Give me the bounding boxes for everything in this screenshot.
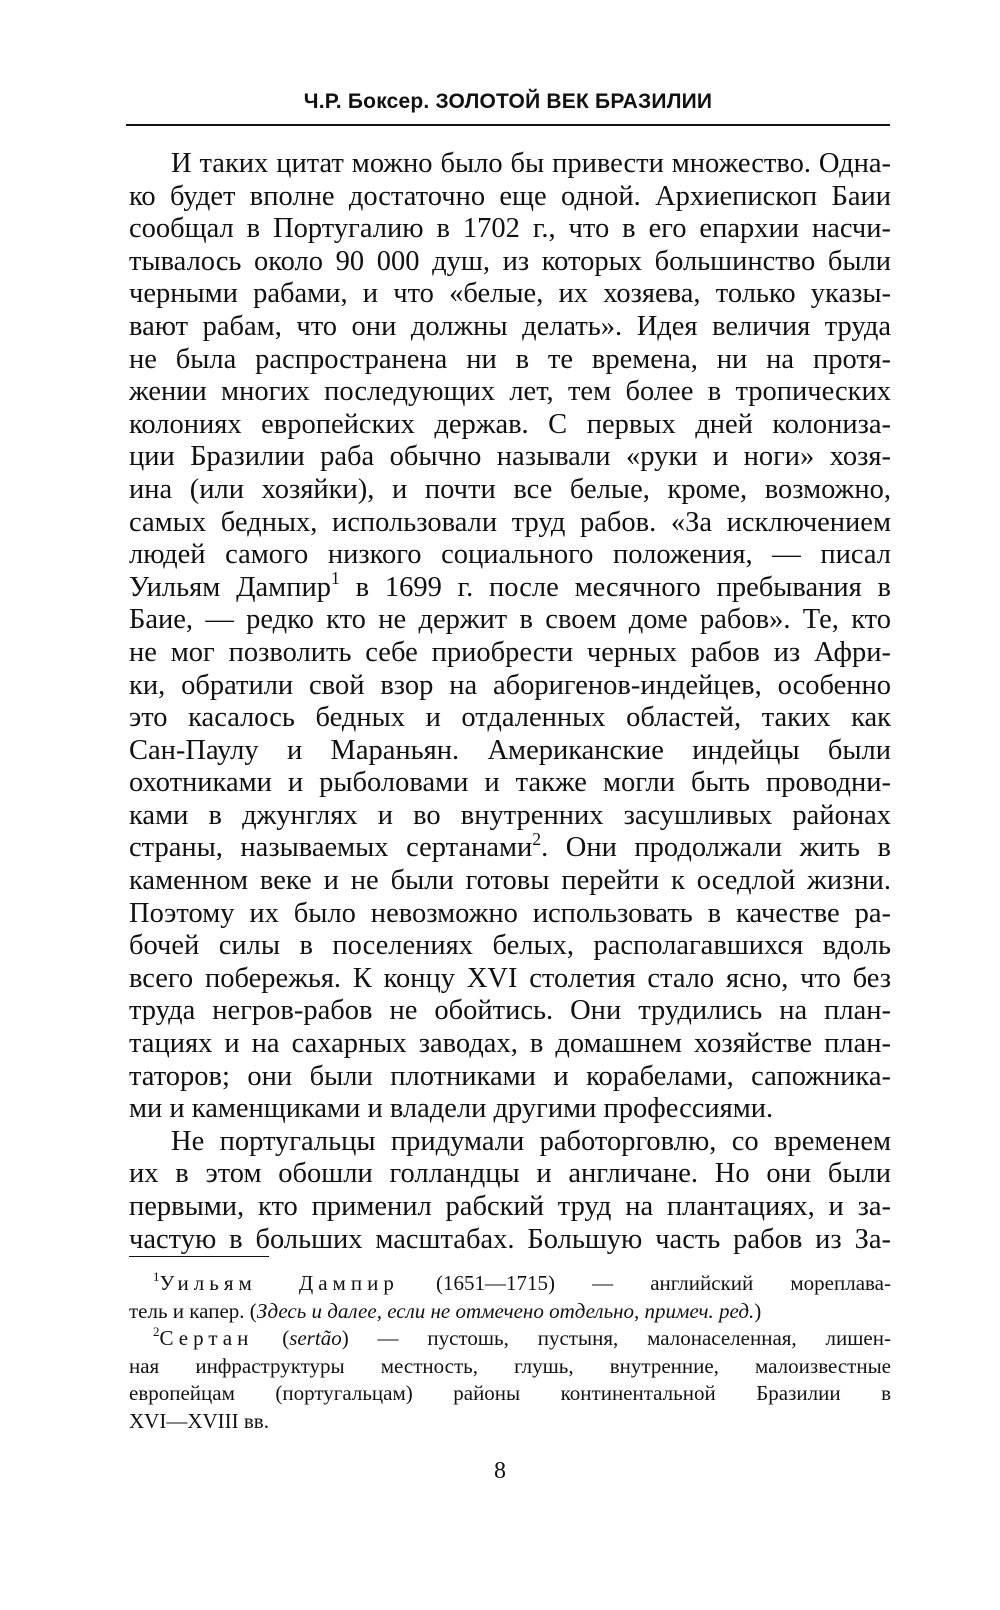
text-line: таторов; они были плотниками и корабелами, сапожника- bbox=[129, 1060, 891, 1092]
text-line: черными рабами, и что «белые, их хозяева, только указы- bbox=[129, 278, 891, 310]
footnotes bbox=[129, 1270, 891, 1435]
footnote-2-term: Сертан bbox=[159, 1326, 254, 1350]
footnote-1-text: тель и капер. ( bbox=[129, 1298, 257, 1323]
header-rule bbox=[126, 124, 890, 126]
footnote-separator bbox=[129, 1256, 269, 1257]
text-line: колониях европейских держав. С первых дней колониза- bbox=[129, 408, 891, 440]
text-line: ции Бразилии раба обычно называли «руки и ноги» хозя- bbox=[129, 441, 891, 473]
text-line: вают рабам, что они должны делать». Идея величия труда bbox=[129, 310, 891, 342]
text-line: И таких цитат можно было бы привести множество. Одна- bbox=[171, 148, 891, 179]
text-line: ко будет вполне достаточно еще одной. Архиепископ Баии bbox=[129, 180, 891, 212]
text-line: их в этом обошли голландцы и англичане. Но они были bbox=[129, 1158, 891, 1190]
text-line: частую в больших масштабах. Большую часть рабов из За- bbox=[129, 1223, 891, 1255]
text-segment: Уильям Дампир bbox=[129, 571, 331, 603]
text-line: ина (или хозяйки), и почти все белые, кроме, возможно, bbox=[129, 473, 891, 505]
footnote-2-line: европейцам (португальцам) районы континентальной Бразилии в bbox=[129, 1381, 891, 1405]
footnote-2-line: XVI—XVIII вв. bbox=[129, 1408, 269, 1433]
text-line: первыми, кто применил рабский труд на плантациях, и за- bbox=[129, 1191, 891, 1222]
text-line: Сан-Паулу и Мараньян. Американские индейцы были bbox=[129, 734, 891, 766]
footnote-1-marker: 1 bbox=[153, 1269, 160, 1285]
footnote-2-text: ) — пустошь, пустыня, малонаселенная, лишен- bbox=[341, 1326, 891, 1350]
text-line bbox=[129, 568, 891, 605]
page-number: 8 bbox=[494, 1458, 506, 1484]
footnote-1-term: Уильям Дампир bbox=[159, 1271, 399, 1295]
footnote-2-line: ная инфраструктуры местность, глушь, внутренние, малоизвестные bbox=[129, 1353, 891, 1378]
text-line: Не португальцы придумали работорговлю, со временем bbox=[171, 1125, 891, 1157]
text-segment: . Они продолжали жить в bbox=[541, 832, 891, 864]
main-text bbox=[129, 148, 891, 1256]
footnote-2-original-term: sertão bbox=[289, 1326, 342, 1350]
text-line: Баие, — редко кто не держит в своем доме рабов». Те, кто bbox=[129, 604, 891, 636]
text-line: всего побережья. К концу XVI столетия стало ясно, что без bbox=[129, 962, 891, 994]
text-segment: страны, называемых сертанами bbox=[129, 832, 533, 864]
footnote-2-text: ( bbox=[253, 1326, 290, 1350]
text-line: не мог позволить себе приобрести черных рабов из Афри- bbox=[129, 636, 891, 668]
footnote-2-marker: 2 bbox=[153, 1324, 160, 1340]
text-line: труда негров-рабов не обойтись. Они трудились на план- bbox=[129, 995, 891, 1027]
text-line: ми и каменщиками и владели другими профессиями. bbox=[129, 1093, 774, 1125]
text-line: каменном веке и не были готовы перейти к оседлой жизни. bbox=[129, 865, 891, 897]
text-line: Поэтому их было невозможно использовать в качестве ра- bbox=[129, 897, 891, 929]
text-segment: в 1699 г. после месячного пребывания в bbox=[339, 571, 891, 603]
text-line: это касалось бедных и отдаленных областей, таких как bbox=[129, 702, 891, 734]
text-line: охотниками и рыболовами и также могли быть проводни- bbox=[129, 767, 891, 799]
text-line bbox=[129, 829, 891, 865]
text-line: ки, обратили свой взор на аборигенов-индейцев, особенно bbox=[129, 669, 891, 701]
running-header-title: Ч.Р. Боксер. ЗОЛОТОЙ ВЕК БРАЗИЛИИ bbox=[303, 90, 713, 113]
footnote-1-line bbox=[129, 1270, 891, 1298]
footnote-1-line bbox=[129, 1298, 891, 1326]
text-line: бочей силы в поселениях белых, располагавшихся вдоль bbox=[129, 930, 891, 962]
footnote-ref-1[interactable]: 1 bbox=[330, 568, 340, 589]
text-line: сообщал в Португалию в 1702 г., что в его епархии насчи- bbox=[129, 213, 891, 245]
text-line: жении многих последующих лет, тем более в тропических bbox=[129, 376, 891, 408]
text-line: людей самого низкого социального положения, — писал bbox=[129, 539, 891, 571]
text-line: тациях и на сахарных заводах, в домашнем хозяйстве план- bbox=[129, 1028, 891, 1060]
footnote-2-line bbox=[129, 1325, 891, 1353]
text-line: не была распространена ни в те времена, ни на протя- bbox=[129, 343, 891, 375]
footnote-ref-2[interactable]: 2 bbox=[532, 829, 542, 850]
footnote-1-text: (1651—1715) — английский мореплава- bbox=[398, 1271, 891, 1295]
text-line: ками в джунглях и во внутренних засушливых районах bbox=[129, 799, 891, 831]
text-line: тывалось около 90 000 душ, из которых большинство были bbox=[129, 245, 891, 277]
text-line: самых бедных, использовали труд рабов. «За исключением bbox=[129, 506, 891, 538]
footnote-1-editorial-note: Здесь и далее, если не отмечено отдельно, примеч. ред. bbox=[256, 1298, 755, 1323]
footnote-1-text: ) bbox=[754, 1298, 762, 1323]
